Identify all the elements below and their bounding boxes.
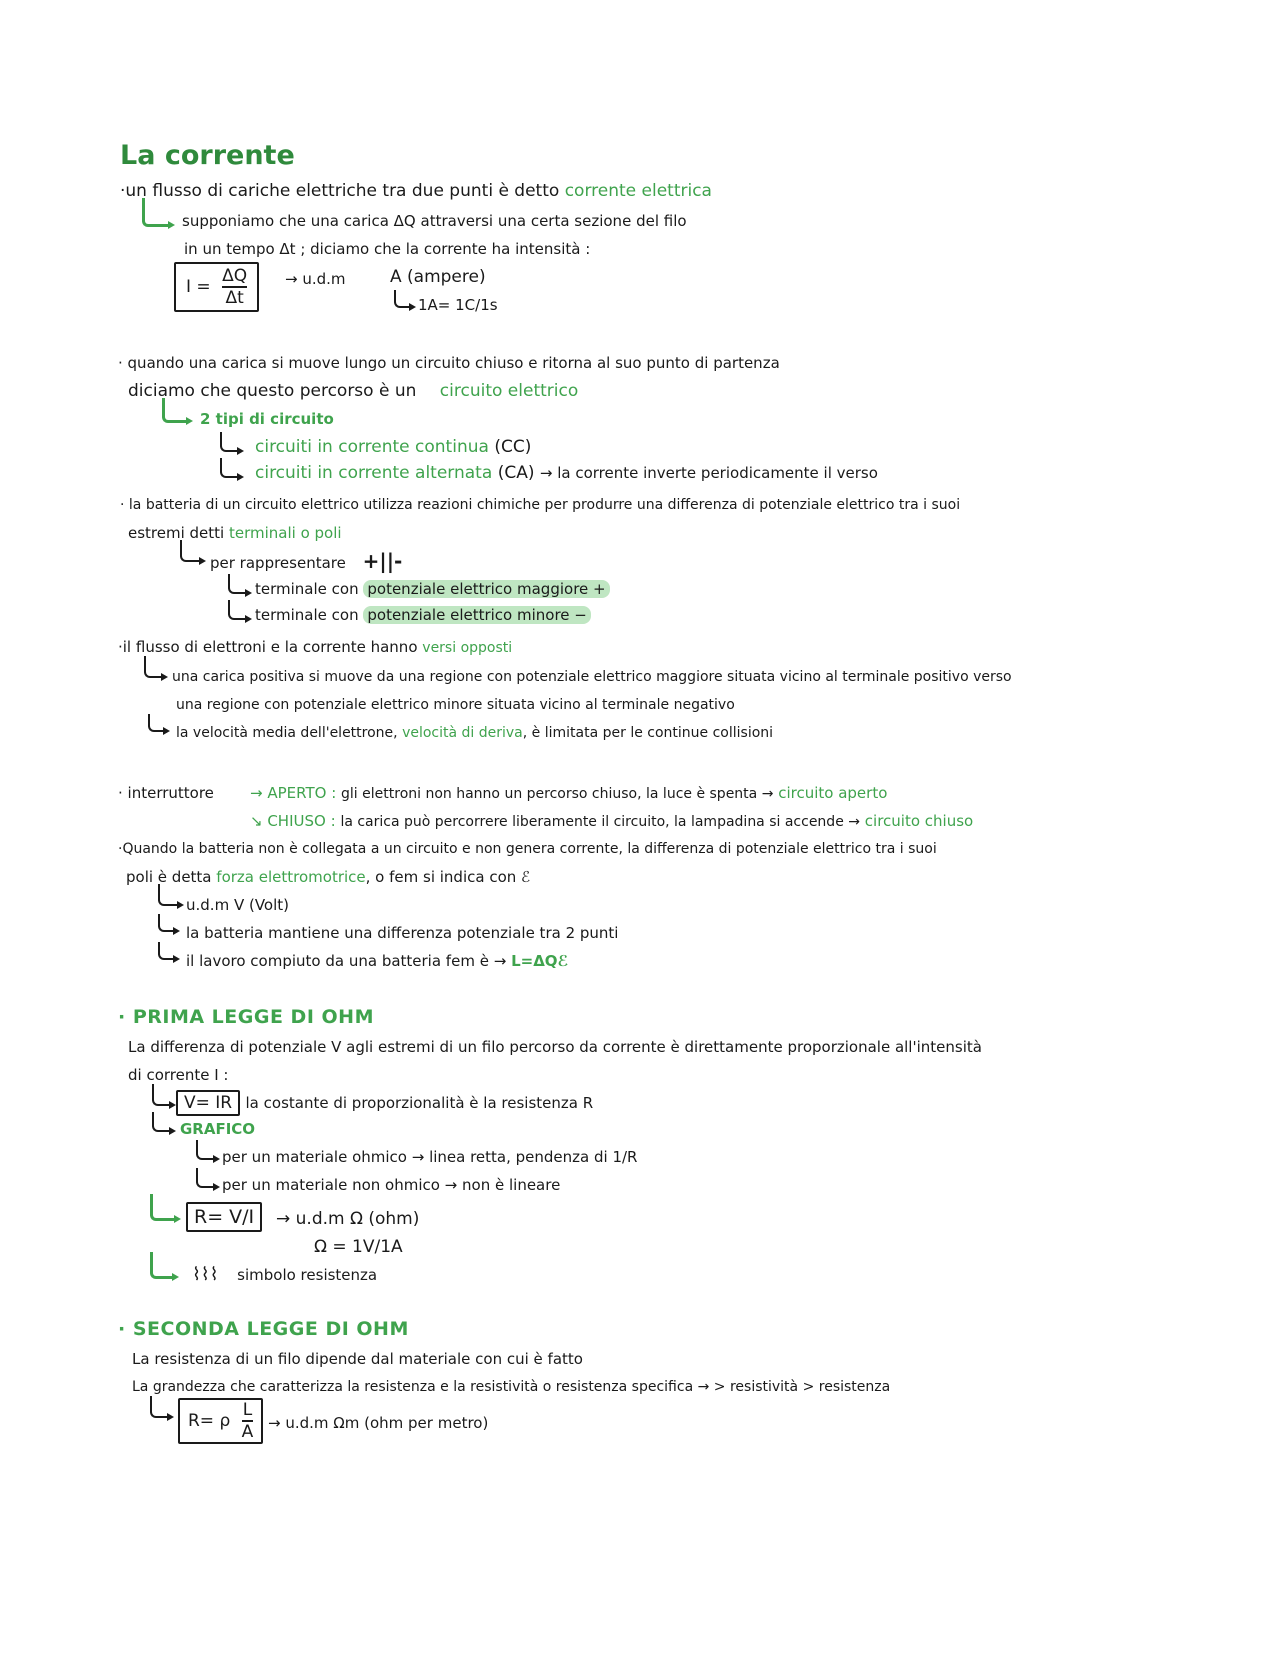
circuit-intro: · quando una carica si muove lungo un circuito chiuso e ritorna al suo punto di partenza xyxy=(118,354,780,372)
arrow-hook-icon xyxy=(152,1084,170,1106)
drift-velocity-note: , è limitata per le continue collisioni xyxy=(522,725,774,741)
second-formula-lhs: R= ρ xyxy=(188,1411,231,1431)
arrow-hook-icon xyxy=(162,398,187,423)
terminal-positive-highlight: potenziale elettrico maggiore + xyxy=(363,580,609,598)
resistor-symbol-row xyxy=(192,1264,377,1286)
arrow-hook-icon xyxy=(158,914,174,932)
switch-closed xyxy=(250,810,973,833)
arrow-hook-icon xyxy=(196,1168,214,1188)
intensity-formula-box xyxy=(174,262,259,312)
cc-abbr: (CC) xyxy=(494,437,532,457)
current-definition-text: ·un flusso di cariche elettriche tra due punti è detto xyxy=(120,181,560,201)
resistivity-udm: → u.d.m Ωm (ohm per metro) xyxy=(268,1414,489,1432)
first-ohm-law-text-cont: di corrente I : xyxy=(128,1066,229,1084)
poles-term: terminali o poli xyxy=(229,524,342,542)
arrow-hook-icon xyxy=(220,458,238,478)
ca-note: → la corrente inverte periodicamente il verso xyxy=(539,464,878,482)
arrow-hook-icon xyxy=(150,1252,173,1279)
ca-label: circuiti in corrente alternata xyxy=(255,463,493,483)
arrow-hook-icon xyxy=(150,1194,175,1221)
represent-label: per rappresentare xyxy=(210,554,346,572)
arrow-hook-icon xyxy=(144,656,162,678)
resistivity-text: La grandezza che caratterizza la resistenza e la resistività o resistenza specifica → > resistività > resistenza xyxy=(132,1379,891,1395)
positive-charge-motion-cont: una regione con potenziale elettrico minore situata vicino al terminale negativo xyxy=(176,697,735,713)
ca-abbr: (CA) xyxy=(497,463,535,483)
battery-work xyxy=(186,950,569,972)
arrow-hook-icon xyxy=(152,1112,170,1132)
circuit-definition xyxy=(128,380,578,402)
resistance-formula-box: R= V/I xyxy=(186,1202,262,1232)
battery-poles xyxy=(128,522,342,544)
current-term: corrente elettrica xyxy=(564,181,712,201)
poles-text: estremi detti xyxy=(128,524,225,542)
emf-definition-text: poli è detta xyxy=(126,868,212,886)
ohm-formula-row xyxy=(176,1090,593,1116)
current-udm-label: → u.d.m xyxy=(285,270,346,288)
battery-intro: · la batteria di un circuito elettrico utilizza reazioni chimiche per produrre una differenza di potenziale elettrico tra i suoi xyxy=(120,497,961,513)
circuit-type-ca xyxy=(255,462,878,484)
arrow-hook-icon xyxy=(228,574,246,594)
ohm-udm: → u.d.m Ω (ohm) xyxy=(276,1209,420,1229)
cc-label: circuiti in corrente continua xyxy=(255,437,489,457)
current-unit: A (ampere) xyxy=(390,267,486,287)
represent-text xyxy=(210,550,402,574)
resistor-symbol-label: simbolo resistenza xyxy=(237,1266,378,1284)
closed-circuit-term: circuito chiuso xyxy=(864,812,974,830)
arrow-hook-icon xyxy=(142,198,169,227)
switch-closed-text: la carica può percorrere liberamente il circuito, la lampadina si accende → xyxy=(340,814,860,830)
circuit-types-heading: 2 tipi di circuito xyxy=(200,410,334,428)
first-ohm-law-heading: · PRIMA LEGGE DI OHM xyxy=(118,1006,374,1028)
battery-maintains: la batteria mantiene una differenza potenziale tra 2 punti xyxy=(186,924,619,942)
emf-symbol-note: , o fem si indica con ℰ xyxy=(365,868,531,886)
switch-label: · interruttore xyxy=(118,784,214,802)
arrow-hook-icon xyxy=(180,540,200,562)
ohm-definition: Ω = 1V/1A xyxy=(314,1237,403,1257)
switch-closed-label: ↘ CHIUSO : xyxy=(250,812,336,830)
emf-intro: ·Quando la batteria non è collegata a un circuito e non genera corrente, la differenza di potenziale elettrico tra i suoi xyxy=(118,841,937,857)
second-ohm-formula-box xyxy=(178,1398,263,1444)
charge-assumption: supponiamo che una carica ΔQ attraversi una certa sezione del filo xyxy=(182,212,687,230)
first-ohm-law-text: La differenza di potenziale V agli estremi di un filo percorso da corrente è direttamente proporzionale all'intensità xyxy=(128,1038,982,1056)
second-formula-denominator: A xyxy=(241,1422,254,1442)
flow-direction xyxy=(118,636,512,659)
ohm-formula-box: V= IR xyxy=(176,1090,240,1116)
battery-work-text: il lavoro compiuto da una batteria fem è → xyxy=(186,952,507,970)
switch-open xyxy=(250,782,887,805)
second-ohm-law-text: La resistenza di un filo dipende dal materiale con cui è fatto xyxy=(132,1350,583,1368)
current-definition xyxy=(120,180,712,202)
flow-direction-text: ·il flusso di elettroni e la corrente hanno xyxy=(118,638,418,656)
switch-open-text: gli elettroni non hanno un percorso chiuso, la luce è spenta → xyxy=(341,786,774,802)
ohm-formula-note: la costante di proporzionalità è la resistenza R xyxy=(245,1094,594,1112)
arrow-hook-icon xyxy=(150,1396,168,1418)
emf-udm: u.d.m V (Volt) xyxy=(186,896,290,914)
battery-symbol-icon: +||- xyxy=(362,549,403,573)
terminal-positive-text: terminale con xyxy=(255,580,359,598)
positive-charge-motion: una carica positiva si muove da una regione con potenziale elettrico maggiore situata vicino al terminale positivo verso xyxy=(172,669,1012,685)
resistor-symbol-icon: ⌇⌇⌇ xyxy=(192,1264,219,1285)
drift-velocity-term: velocità di deriva xyxy=(402,725,523,741)
circuit-type-cc xyxy=(255,436,531,458)
arrow-hook-icon xyxy=(220,432,238,452)
arrow-hook-icon xyxy=(158,884,178,906)
terminal-negative-highlight: potenziale elettrico minore − xyxy=(363,606,591,624)
circuit-definition-text: diciamo che questo percorso è un xyxy=(128,381,417,401)
arrow-hook-icon xyxy=(228,600,246,620)
switch-open-label: → APERTO : xyxy=(250,784,337,802)
arrow-hook-icon xyxy=(394,290,410,308)
drift-velocity xyxy=(176,722,773,744)
resistance-formula-row xyxy=(186,1202,262,1232)
ohmic-material: per un materiale ohmico → linea retta, pendenza di 1/R xyxy=(222,1148,638,1166)
emf-term: forza elettromotrice xyxy=(216,868,366,886)
page-title: La corrente xyxy=(120,140,295,171)
circuit-term: circuito elettrico xyxy=(439,381,579,401)
drift-velocity-text: la velocità media dell'elettrone, xyxy=(176,725,398,741)
terminal-positive xyxy=(255,578,610,600)
opposite-directions-term: versi opposti xyxy=(422,640,513,656)
time-interval-text: in un tempo Δt ; diciamo che la corrente ha intensità : xyxy=(184,240,591,258)
second-ohm-law-heading: · SECONDA LEGGE DI OHM xyxy=(118,1318,409,1340)
emf-definition xyxy=(126,866,530,888)
work-formula: L=ΔQℰ xyxy=(511,952,569,970)
open-circuit-term: circuito aperto xyxy=(778,784,888,802)
formula-numerator: ΔQ xyxy=(222,266,248,286)
terminal-negative-text: terminale con xyxy=(255,606,359,624)
second-formula-numerator: L xyxy=(242,1400,253,1420)
ampere-definition: 1A= 1C/1s xyxy=(418,296,498,314)
formula-denominator: Δt xyxy=(225,288,244,308)
terminal-negative xyxy=(255,604,591,626)
non-ohmic-material: per un materiale non ohmico → non è lineare xyxy=(222,1176,561,1194)
graph-label: GRAFICO xyxy=(180,1120,256,1138)
formula-lhs: I = xyxy=(186,277,211,297)
arrow-hook-icon xyxy=(196,1140,214,1160)
arrow-hook-icon xyxy=(148,714,164,732)
arrow-hook-icon xyxy=(158,942,174,960)
